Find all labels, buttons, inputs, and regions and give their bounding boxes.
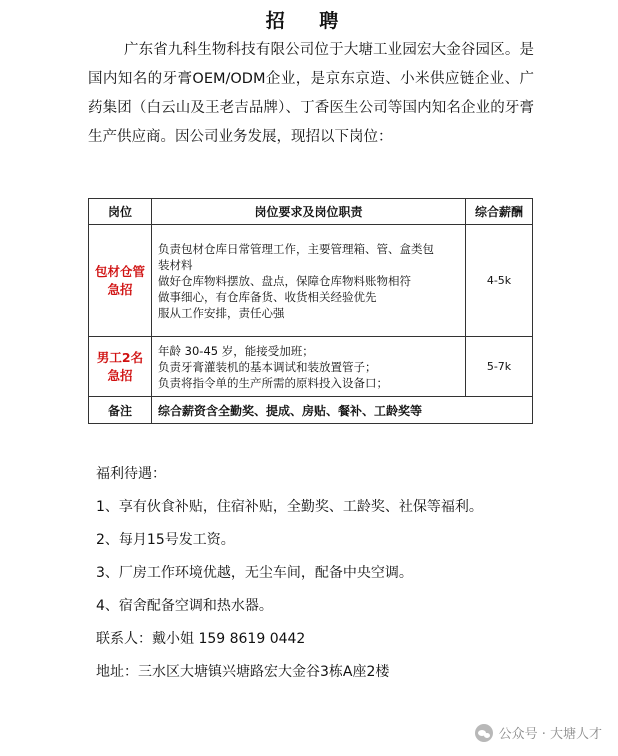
benefit-item: 2、每月15号发工资。 xyxy=(96,532,235,548)
table-row xyxy=(89,225,533,337)
salary-cell: 5-7k xyxy=(466,337,533,397)
duty-line: 负责将指令单的生产所需的原料投入设备口； xyxy=(158,375,388,390)
duties-cell xyxy=(152,225,466,337)
position-name: 包材仓管 xyxy=(94,263,145,279)
header-requirements: 岗位要求及岗位职责 xyxy=(152,199,466,225)
duty-line: 负责牙膏灌装机的基本调试和装放置管子； xyxy=(158,359,377,374)
position-urgency: 急招 xyxy=(107,281,133,297)
duty-line: 做事细心，有仓库备货、收货相关经验优先 xyxy=(158,289,377,304)
wechat-icon xyxy=(475,724,493,742)
position-cell xyxy=(89,337,152,397)
benefit-item: 4、宿舍配备空调和热水器。 xyxy=(96,598,273,614)
benefit-item: 3、厂房工作环境优越，无尘车间，配备中央空调。 xyxy=(96,565,413,581)
benefit-item: 1、享有伙食补贴，住宿补贴，全勤奖、工龄奖、社保等福利。 xyxy=(96,499,483,515)
watermark-text: 公众号 · 大塘人才 xyxy=(498,727,602,742)
page-title: 招 聘 xyxy=(265,10,353,32)
table-header-row xyxy=(89,199,533,225)
position-cell xyxy=(89,225,152,337)
duty-line: 做好仓库物料摆放、盘点，保障仓库物料账物相符 xyxy=(158,273,411,288)
contact-line: 联系人：戴小姐 159 8619 0442 xyxy=(96,631,306,647)
duty-line: 负责包材仓库日常管理工作，主要管理箱、管、盒类包 xyxy=(158,241,434,256)
duty-line: 年龄 30-45 岁，能接受加班； xyxy=(158,343,314,358)
header-position: 岗位 xyxy=(89,199,152,225)
duties-cell xyxy=(152,337,466,397)
salary-cell: 4-5k xyxy=(466,225,533,337)
company-intro: 广东省九科生物科技有限公司位于大塘工业园宏大金谷园区。是国内知名的牙膏OEM/ODM企业，是京东京造、小米供应链企业、广药集团（白云山及王老吉品牌）、丁香医生公司等国内知名企业的牙膏生产供应商。因公司业务发展，现招以下岗位： xyxy=(88,42,534,145)
table-note-row xyxy=(89,397,533,424)
address-line: 地址：三水区大塘镇兴塘路宏大金谷3栋A座2楼 xyxy=(96,664,390,680)
benefits-heading: 福利待遇： xyxy=(96,466,166,482)
job-table xyxy=(88,198,533,424)
position-name: 男工2名 xyxy=(96,349,144,365)
watermark xyxy=(475,723,602,742)
header-salary: 综合薪酬 xyxy=(466,199,533,225)
note-text: 综合薪资含全勤奖、提成、房贴、餐补、工龄奖等 xyxy=(152,397,533,424)
benefits-section xyxy=(96,458,566,689)
duty-line: 装材料 xyxy=(158,257,193,272)
table-row xyxy=(89,337,533,397)
note-label: 备注 xyxy=(89,397,152,424)
position-urgency: 急招 xyxy=(107,367,133,383)
duty-line: 服从工作安排，责任心强 xyxy=(158,305,285,320)
